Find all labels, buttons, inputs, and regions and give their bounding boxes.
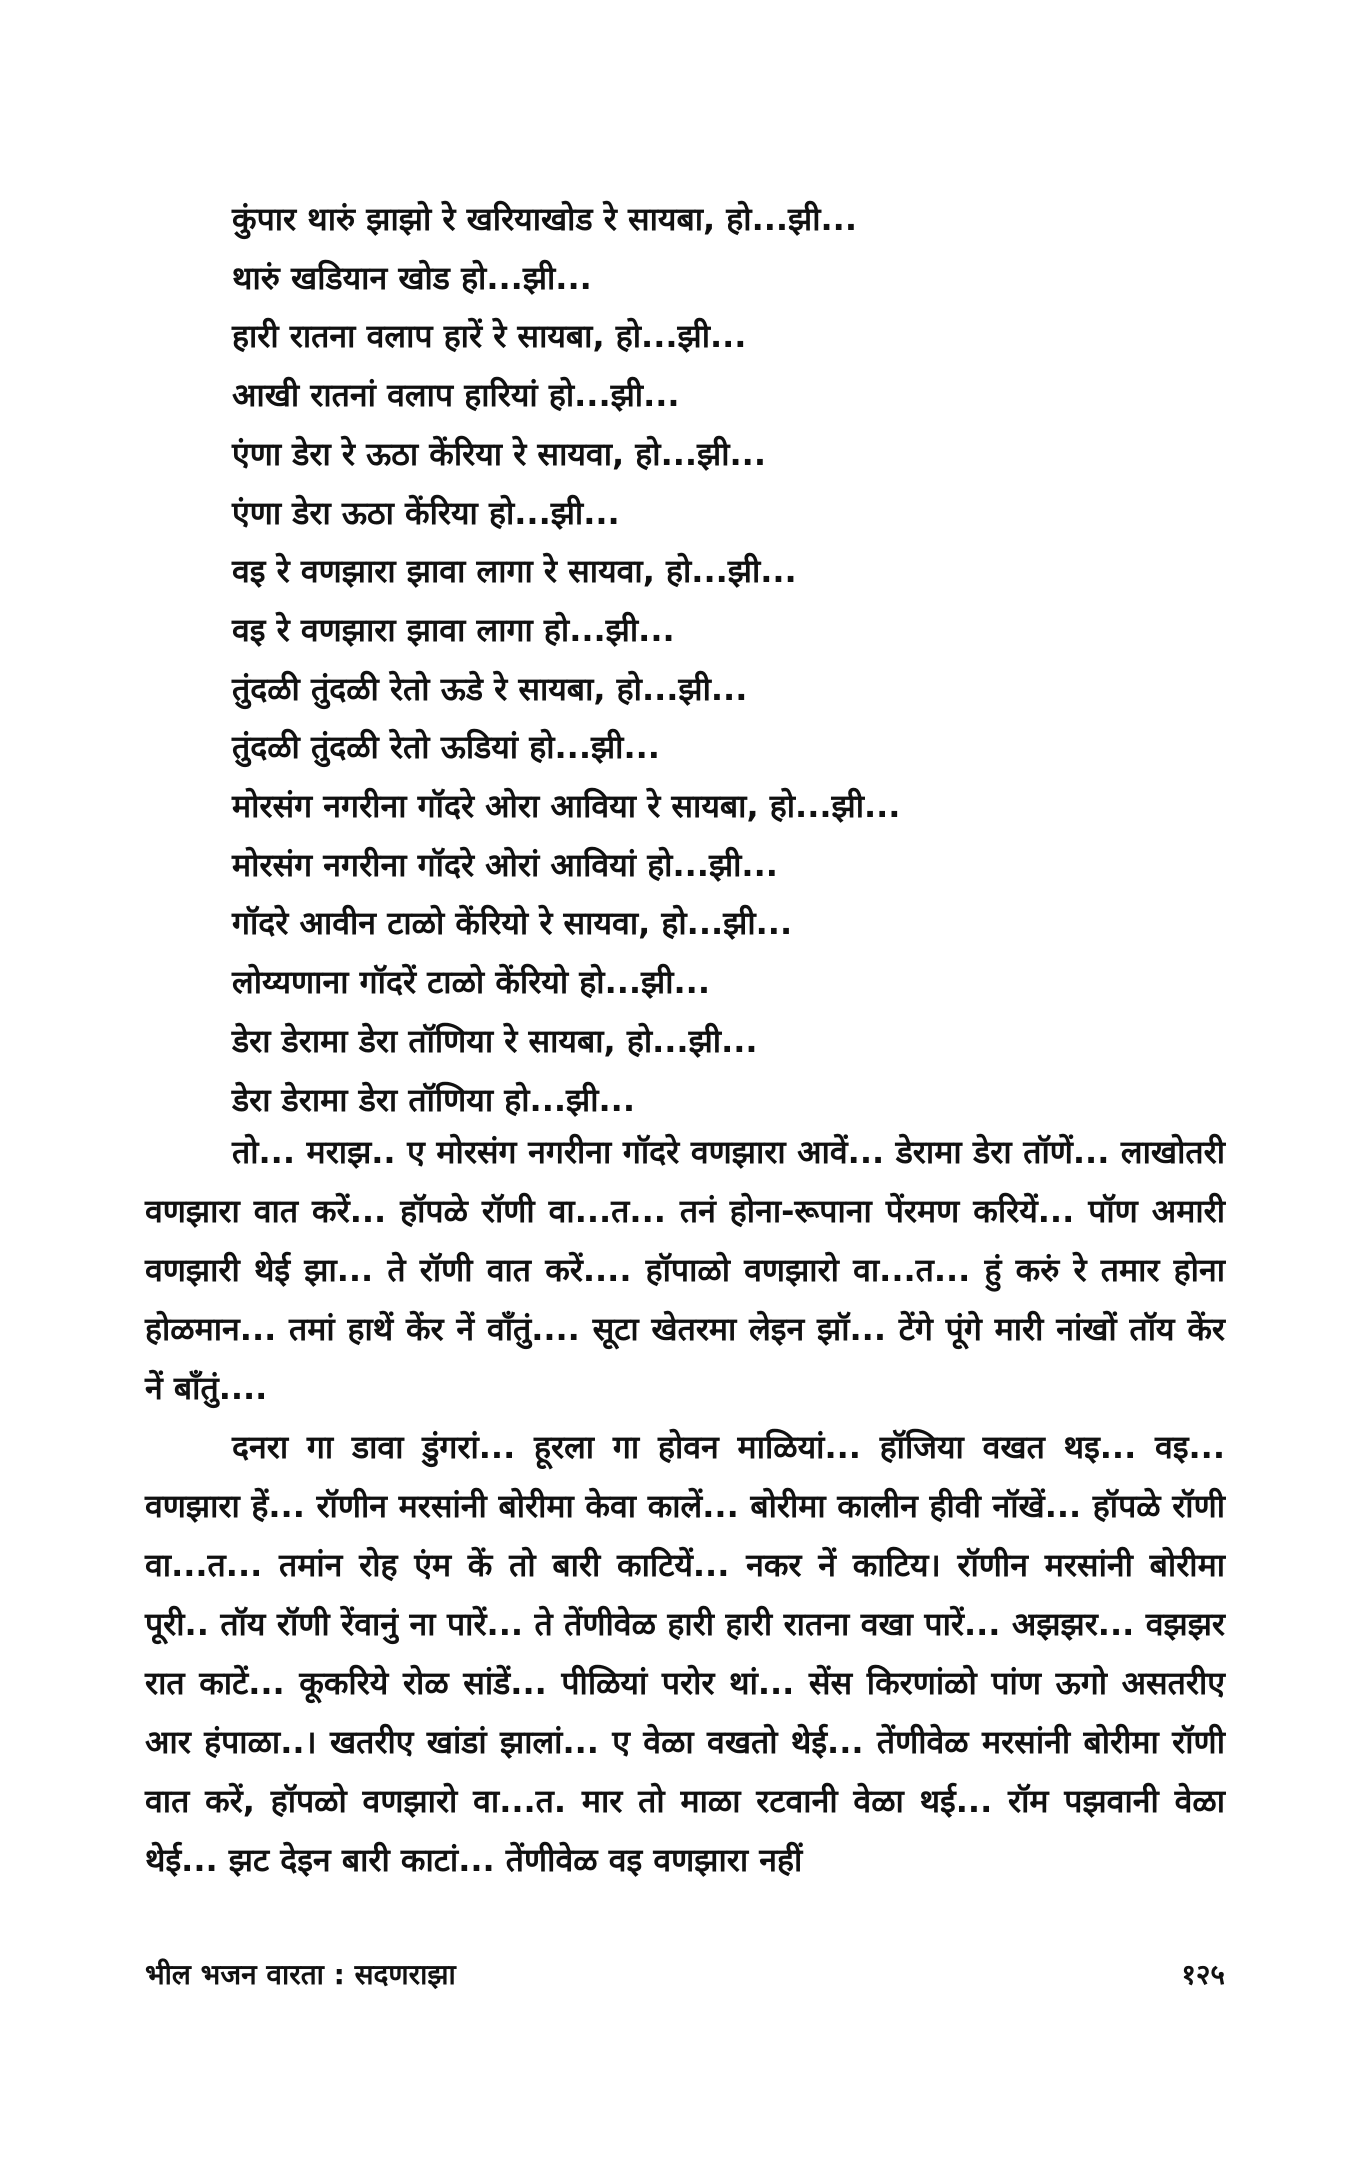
verse-line: थारुं खडियान खोड हो...झी... bbox=[232, 258, 592, 297]
verse-line: एंणा डेरा ऊठा केंरिया हो...झी... bbox=[232, 493, 620, 532]
paragraph: तो... मराझ.. ए मोरसंग नगरीना गॉदरे वणझारा आवें... डेरामा डेरा तॉणें... लाखोतरी वणझारा वात करें... हॉपळे रॉणी वा...त... तनं होना-रूपाना पेंरमण करियें... पॉण अमारी वणझारी थेई झा... ते रॉणी वात करें.... हॉपाळो वणझारो वा...त... हुं करुं रे तमार होना होळमान... तमां हाथें केंर नें वॉंतुं.... सूटा खेतरमा लेइन झॉ... टेंगे पूंगे मारी नांखों तॉय केंर नें बॉंतुं.... bbox=[145, 1133, 1225, 1407]
page-footer bbox=[145, 1955, 1225, 1995]
prose-body bbox=[145, 1123, 1225, 1890]
verse-line: वइ रे वणझारा झावा लागा रे सायवा, हो...झी... bbox=[232, 552, 797, 591]
paragraph: दनरा गा डावा डुंगरां... हूरला गा होवन माळियां... हॉजिया वखत थइ... वइ... वणझारा हें... रॉणीन मरसांनी बोरीमा केवा कालें... बोरीमा कालीन हीवी नॉखें... हॉपळे रॉणी वा...त... तमांन रोह एंम कें तो बारी काटियें... नकर नें काटिय। रॉणीन मरसांनी बोरीमा पूरी.. तॉय रॉणी रेंवानुं ना पारें... ते तेंणीवेळ हारी हारी रातना वखा पारें... अझझर... वझझर रात काटें... कूकरिये रोळ सांडें... पीळियां परोर थां... सेंस किरणांळो पांण ऊगो असतरीए आर हंपाळा..। खतरीए खांडां झालां... ए वेळा वखतो थेई... तेंणीवेळ मरसांनी बोरीमा रॉणी वात करें, हॉपळो वणझारो वा...त. मार तो माळा रटवानी वेळा थई... रॉम पझवानी वेळा थेई... झट देइन बारी काटां... तेंणीवेळ वइ वणझारा नहीं bbox=[145, 1428, 1225, 1879]
verse-line: आखी रातनां वलाप हारियां हो...झी... bbox=[232, 376, 680, 415]
verse-line: हारी रातना वलाप हारें रे सायबा, हो...झी... bbox=[232, 317, 747, 356]
verse-line: डेरा डेरामा डेरा तॉणिया हो...झी... bbox=[232, 1080, 635, 1119]
book-title: भील भजन वारता : सदणराझा bbox=[145, 1958, 456, 1991]
verse-line: लोय्यणाना गॉदरें टाळो केंरियो हो...झी... bbox=[232, 963, 710, 1002]
verse-line: तुंदळी तुंदळी रेतो ऊडे रे सायबा, हो...झी... bbox=[232, 669, 748, 708]
verse-line: वइ रे वणझारा झावा लागा हो...झी... bbox=[232, 610, 675, 649]
verse-line: कुंपार थारुं झाझो रे खरियाखोड रे सायबा, हो...झी... bbox=[232, 200, 857, 238]
verse-line: मोरसंग नगरीना गॉदरे ओरां आवियां हो...झी... bbox=[232, 845, 778, 884]
page-number: १२५ bbox=[1181, 1958, 1225, 1991]
verse-line: मोरसंग नगरीना गॉदरे ओरा आविया रे सायबा, हो...झी... bbox=[232, 787, 901, 826]
song-verses bbox=[232, 190, 1232, 1129]
verse-line: एंणा डेरा रे ऊठा केंरिया रे सायवा, हो...झी... bbox=[232, 434, 766, 473]
verse-line: गॉदरे आवीन टाळो केंरियो रे सायवा, हो...झी... bbox=[232, 904, 793, 943]
verse-line: डेरा डेरामा डेरा तॉणिया रे सायबा, हो...झी... bbox=[232, 1021, 758, 1060]
verse-line: तुंदळी तुंदळी रेतो ऊडियां हो...झी... bbox=[232, 728, 660, 767]
